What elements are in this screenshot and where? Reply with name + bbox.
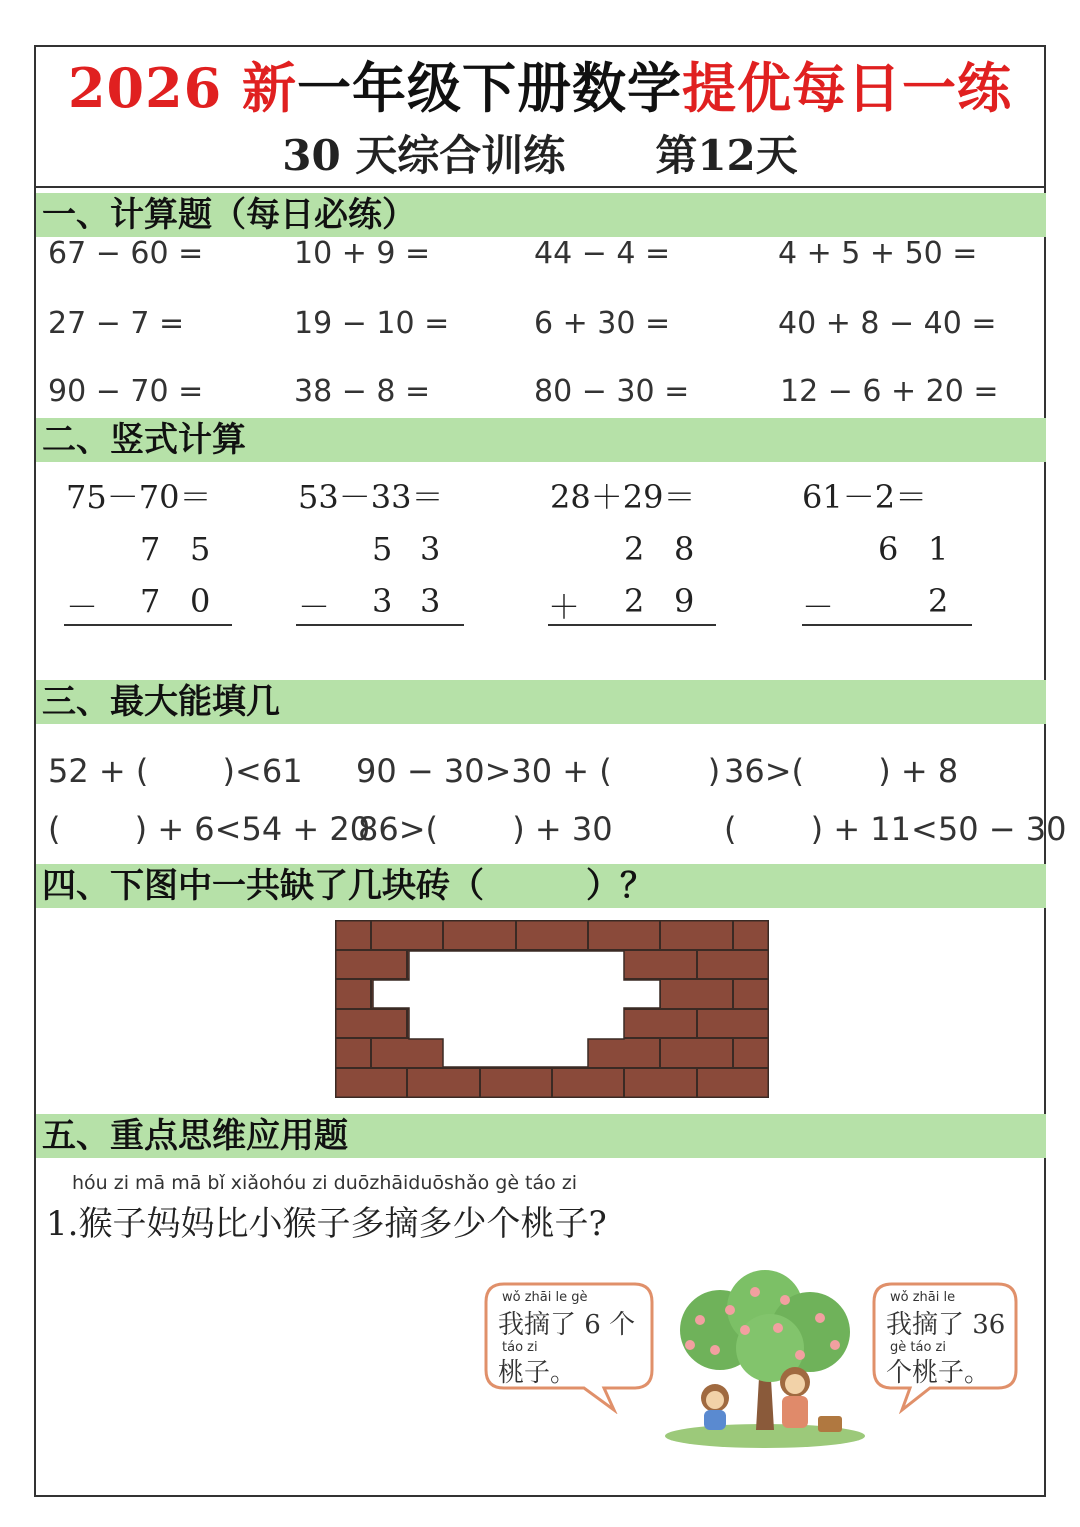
peach-tree-monkeys-illustration (660, 1270, 870, 1450)
calc-item: 10 + 9 = (294, 236, 431, 271)
bubble-left-pinyin-1: wǒ zhāi le gè (502, 1290, 588, 1305)
question-pinyin: hóu zi mā mā bǐ xiǎohóu zi duōzhāiduōshǎo gè táo zi (72, 1172, 578, 1194)
title-year: 2026 (67, 56, 223, 120)
fill-item: 90 − 30>30 + ( ) (356, 752, 721, 790)
calc-item: 67 − 60 = (48, 236, 204, 271)
vertical-operator: － (802, 588, 835, 626)
title-new: 新 (242, 56, 298, 120)
vertical-digit: 7 (140, 530, 161, 568)
vertical-line (64, 624, 232, 626)
vertical-digit: 7 (140, 582, 161, 620)
brick-wall-figure (335, 920, 769, 1098)
header-divider (36, 186, 1044, 188)
vertical-digit: 2 (624, 582, 645, 620)
vertical-line (802, 624, 972, 626)
bubble-right-pinyin-1: wǒ zhāi le (890, 1290, 956, 1305)
calc-item: 19 − 10 = (294, 306, 450, 341)
bubble-right-pinyin-2: gè táo zi (890, 1340, 946, 1355)
section-3-heading: 三、最大能填几 (36, 680, 1046, 724)
section-4-heading: 四、下图中一共缺了几块砖（ ）？ (36, 864, 1046, 908)
fill-item: ( ) + 6<54 + 20 (48, 810, 371, 848)
page-subtitle (36, 128, 1044, 184)
bubble-right-text-1: 我摘了 36 (886, 1310, 1006, 1340)
vertical-digit: 0 (190, 582, 211, 620)
calc-item: 6 + 30 = (534, 306, 671, 341)
vertical-digit: 5 (372, 530, 393, 568)
title-grade: 一年级下册数学 (297, 56, 683, 120)
fill-item: 36>( ) + 8 (724, 752, 959, 790)
bubble-left-pinyin-2: táo zi (502, 1340, 538, 1355)
bubble-left-text-2: 桃子。 (498, 1358, 577, 1388)
vertical-operator: － (298, 588, 331, 626)
calc-item: 80 − 30 = (534, 374, 690, 409)
page-title (36, 48, 1044, 128)
vertical-operator: ＋ (548, 588, 581, 626)
vertical-expression: 61－2＝ (802, 478, 928, 516)
subtitle-day: 第12天 (655, 131, 798, 180)
calc-item: 40 + 8 − 40 = (778, 306, 997, 341)
section-2-heading: 二、竖式计算 (36, 418, 1046, 462)
section-1-heading: 一、计算题（每日必练） (36, 193, 1046, 237)
vertical-digit: 3 (420, 582, 441, 620)
vertical-line (548, 624, 716, 626)
vertical-expression: 53－33＝ (298, 478, 444, 516)
vertical-digit: 2 (624, 530, 645, 568)
vertical-digit: 8 (674, 530, 695, 568)
vertical-expression: 75－70＝ (66, 478, 212, 516)
vertical-digit: 6 (878, 530, 899, 568)
fill-item: ( ) + 11<50 − 30 (724, 810, 1067, 848)
vertical-digit: 5 (190, 530, 211, 568)
fill-item: 52 + ( )<61 (48, 752, 303, 790)
title-practice: 提优每日一练 (682, 56, 1013, 120)
vertical-digit: 9 (674, 582, 695, 620)
bubble-left-text-1: 我摘了 6 个 (498, 1310, 636, 1340)
calc-item: 38 − 8 = (294, 374, 431, 409)
calc-item: 44 − 4 = (534, 236, 671, 271)
fill-item: 86>( ) + 30 (358, 810, 613, 848)
vertical-digit: 3 (420, 530, 441, 568)
vertical-digit: 3 (372, 582, 393, 620)
bubble-right-text-2: 个桃子。 (886, 1358, 991, 1388)
section-5-heading: 五、重点思维应用题 (36, 1114, 1046, 1158)
subtitle-training: 30 天综合训练 (282, 131, 566, 180)
question-text: 1.猴子妈妈比小猴子多摘多少个桃子? (46, 1204, 607, 1244)
vertical-digit: 2 (928, 582, 949, 620)
calc-item: 27 − 7 = (48, 306, 185, 341)
calc-item: 4 + 5 + 50 = (778, 236, 978, 271)
vertical-operator: － (66, 588, 99, 626)
calc-item: 90 − 70 = (48, 374, 204, 409)
vertical-digit: 1 (928, 530, 949, 568)
calc-item: 12 − 6 + 20 = (780, 374, 999, 409)
vertical-expression: 28＋29＝ (550, 478, 696, 516)
vertical-line (296, 624, 464, 626)
